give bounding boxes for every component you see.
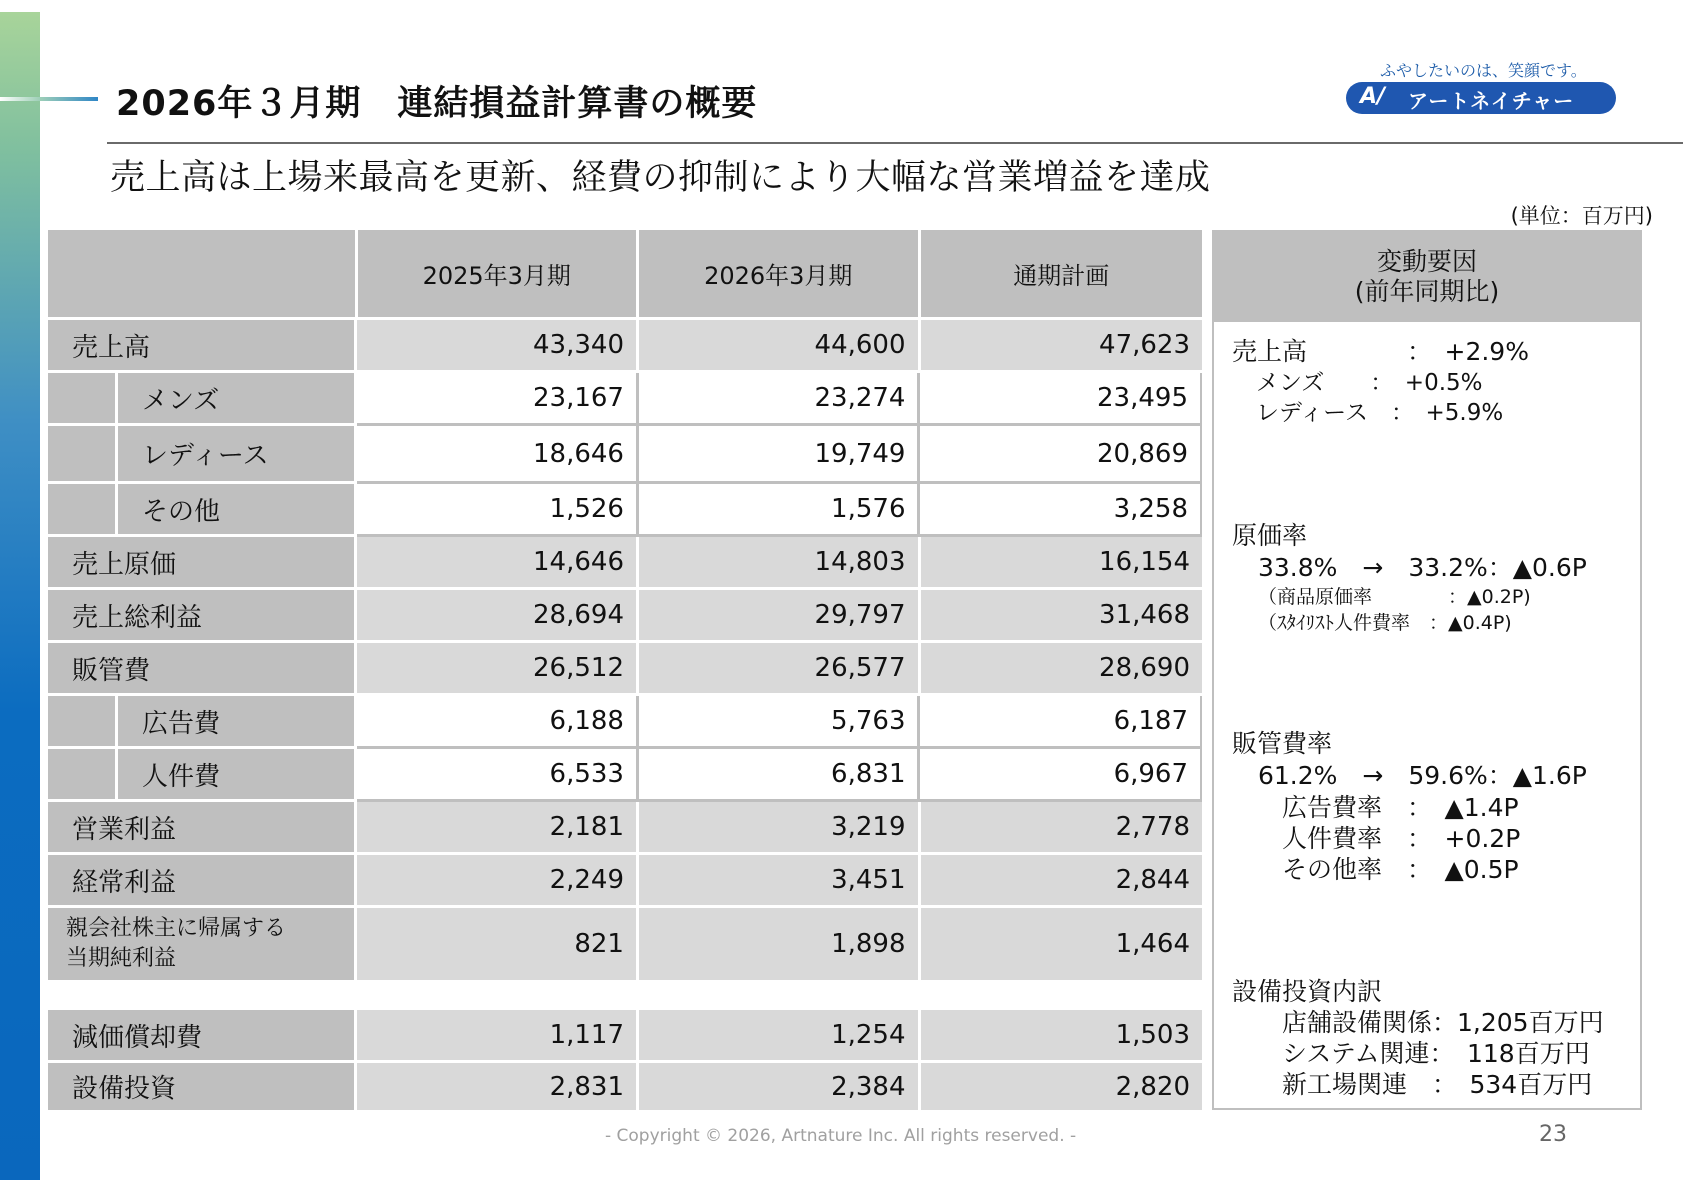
value-cell: 2,831 [357, 1063, 639, 1113]
row-label [48, 908, 357, 983]
factor-ad-rate: 広告費率 ： ▲1.4P [1282, 793, 1519, 822]
factor-sga-rate-title: 販管費率 [1232, 729, 1333, 758]
value-cell: 16,154 [921, 537, 1203, 590]
factor-cost-rate-change: 33.8% → 33.2%：▲0.6P [1258, 553, 1587, 582]
value-cell: 31,468 [921, 590, 1203, 643]
factors-header [1214, 232, 1640, 322]
row-label: その他 [48, 484, 357, 537]
header-fy2026: 2026年3月期 [639, 230, 921, 320]
copyright-footer: - Copyright © 2026, Artnature Inc. All rights reserved. - [605, 1126, 1077, 1146]
factor-sales-ladies: レディース ： +5.9% [1256, 400, 1504, 426]
row-label: メンズ [48, 373, 357, 426]
value-cell: 1,117 [357, 1010, 639, 1063]
value-cell: 14,803 [639, 537, 921, 590]
factor-sga-rate-change: 61.2% → 59.6%：▲1.6P [1258, 761, 1587, 790]
factor-other-rate: その他率 ： ▲0.5P [1282, 855, 1519, 884]
factor-capex-store: 店舗設備関係：1,205百万円 [1282, 1008, 1604, 1037]
value-cell: 1,503 [921, 1010, 1203, 1063]
row-label: 営業利益 [48, 802, 357, 855]
value-cell: 1,526 [357, 484, 639, 537]
table-row [48, 908, 1202, 983]
value-cell: 28,694 [357, 590, 639, 643]
value-cell: 44,600 [639, 320, 921, 373]
value-cell: 6,831 [639, 749, 921, 802]
factor-stylist-cost-rate: （ｽﾀｲﾘｽﾄ人件費率 ：▲0.4P) [1258, 612, 1512, 634]
page-number: 23 [1539, 1122, 1567, 1147]
header-plan: 通期計画 [921, 230, 1203, 320]
title-divider [107, 142, 1683, 144]
title-accent-line [0, 97, 98, 101]
value-cell: 2,249 [357, 855, 639, 908]
table-row [48, 537, 1202, 590]
unit-label: (単位：百万円) [1510, 204, 1653, 228]
company-logo [1340, 58, 1620, 120]
factors-header-title: 変動要因 [1376, 247, 1477, 276]
page-title: 2026年３月期 連結損益計算書の概要 [116, 84, 758, 124]
factor-capex-title: 設備投資内訳 [1232, 977, 1383, 1006]
row-label: 設備投資 [48, 1063, 357, 1113]
table-row [48, 696, 1202, 749]
value-cell: 2,384 [639, 1063, 921, 1113]
table-header-row [48, 230, 1202, 320]
value-cell: 6,188 [357, 696, 639, 749]
row-label: 販管費 [48, 643, 357, 696]
factor-capex-factory: 新工場関連 ： 534百万円 [1282, 1070, 1593, 1099]
value-cell: 2,778 [921, 802, 1203, 855]
table-row [48, 590, 1202, 643]
row-label: 人件費 [48, 749, 357, 802]
factors-header-subtitle: (前年同期比) [1354, 277, 1500, 306]
value-cell: 23,274 [639, 373, 921, 426]
table-row [48, 484, 1202, 537]
row-label: 売上原価 [48, 537, 357, 590]
value-cell: 1,898 [639, 908, 921, 983]
row-label: レディース [48, 426, 357, 484]
table-row [48, 643, 1202, 696]
value-cell: 6,187 [920, 696, 1202, 749]
table-row [48, 749, 1202, 802]
logo-tagline: ふやしたいのは、笑顔です。 [1380, 61, 1587, 80]
value-cell: 20,869 [920, 426, 1202, 484]
header-label-cell [48, 230, 358, 320]
table-row [48, 802, 1202, 855]
value-cell: 5,763 [639, 696, 921, 749]
factor-capex-system: システム関連： 118百万円 [1282, 1039, 1590, 1068]
value-cell: 3,258 [920, 484, 1202, 537]
value-cell: 1,576 [639, 484, 921, 537]
value-cell: 19,749 [639, 426, 921, 484]
value-cell: 23,495 [920, 373, 1202, 426]
side-accent-bar [0, 12, 40, 1180]
page-subtitle: 売上高は上場来最高を更新、経費の抑制により大幅な営業増益を達成 [110, 158, 1211, 198]
value-cell: 29,797 [639, 590, 921, 643]
value-cell: 2,181 [357, 802, 639, 855]
factor-cost-rate-title: 原価率 [1232, 521, 1308, 550]
value-cell: 6,967 [920, 749, 1202, 802]
value-cell: 28,690 [921, 643, 1203, 696]
change-factors-panel [1212, 230, 1642, 1110]
value-cell: 2,844 [921, 855, 1203, 908]
logo-badge [1346, 82, 1616, 114]
row-label: 経常利益 [48, 855, 357, 908]
table-row [48, 320, 1202, 373]
table-row [48, 426, 1202, 484]
value-cell: 821 [357, 908, 639, 983]
table-row [48, 373, 1202, 426]
table-row [48, 1010, 1202, 1063]
value-cell: 26,512 [357, 643, 639, 696]
row-label: 広告費 [48, 696, 357, 749]
logo-name: アートネイチャー [1408, 89, 1575, 113]
factor-sales-mens: メンズ ： +0.5% [1256, 370, 1483, 396]
row-label: 売上総利益 [48, 590, 357, 643]
factor-product-cost-rate: （商品原価率 ：▲0.2P) [1258, 586, 1531, 608]
table-row [48, 1063, 1202, 1113]
row-label: 減価償却費 [48, 1010, 357, 1063]
value-cell: 3,219 [639, 802, 921, 855]
factor-sales: 売上高 ： +2.9% [1232, 337, 1529, 366]
logo-mark-icon: A/ [1360, 84, 1386, 109]
value-cell: 23,167 [357, 373, 639, 426]
row-label: 売上高 [48, 320, 357, 373]
value-cell: 14,646 [357, 537, 639, 590]
value-cell: 1,254 [639, 1010, 921, 1063]
value-cell: 18,646 [357, 426, 639, 484]
table-row [48, 855, 1202, 908]
value-cell: 43,340 [357, 320, 639, 373]
header-fy2025: 2025年3月期 [358, 230, 640, 320]
value-cell: 6,533 [357, 749, 639, 802]
row-label-line2: 当期純利益 [66, 946, 177, 971]
value-cell: 3,451 [639, 855, 921, 908]
factor-personnel-rate: 人件費率 ： +0.2P [1282, 824, 1521, 853]
value-cell: 47,623 [921, 320, 1203, 373]
value-cell: 1,464 [921, 908, 1203, 983]
value-cell: 2,820 [921, 1063, 1203, 1113]
row-label-line1: 親会社株主に帰属する [66, 916, 287, 941]
value-cell: 26,577 [639, 643, 921, 696]
